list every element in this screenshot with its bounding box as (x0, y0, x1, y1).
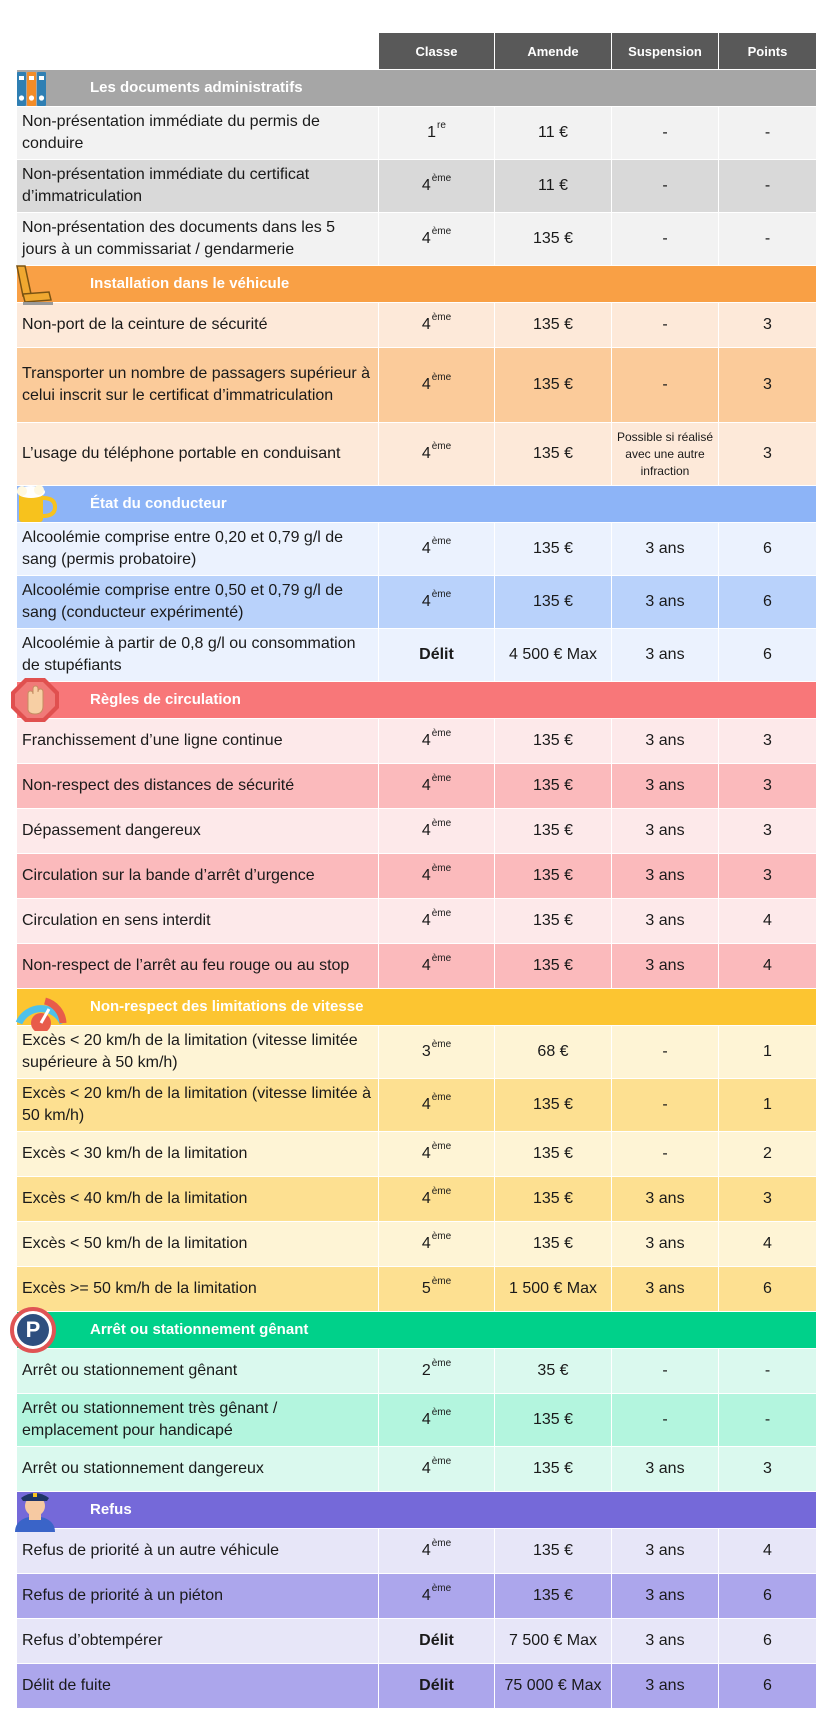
points-cell: 6 (719, 1664, 817, 1709)
classe-suffix: ème (431, 1583, 452, 1594)
table-row (17, 107, 817, 160)
table-row (17, 303, 817, 348)
classe-suffix: ème (431, 953, 452, 964)
section-header-row (17, 1312, 817, 1349)
classe-suffix: ème (431, 1456, 452, 1467)
section-header-cell (17, 486, 817, 523)
table-row (17, 1132, 817, 1177)
classe-cell (379, 944, 495, 989)
infraction-description: Franchissement d’une ligne continue (17, 719, 379, 764)
section-title: Installation dans le véhicule (90, 275, 290, 292)
table-row (17, 854, 817, 899)
infraction-description: Arrêt ou stationnement très gênant / emplacement pour handicapé (17, 1394, 379, 1447)
suspension-cell: Possible si réalisé avec une autre infraction (612, 423, 719, 486)
classe-value: 1 (427, 124, 436, 141)
classe-suffix: ème (431, 773, 452, 784)
infraction-description: Non-port de la ceinture de sécurité (17, 303, 379, 348)
header-blank-cell (17, 33, 379, 70)
classe-value: Délit (419, 1677, 454, 1694)
amende-cell: 135 € (495, 348, 612, 423)
table-row (17, 1026, 817, 1079)
section-header-row (17, 266, 817, 303)
suspension-cell: - (612, 1394, 719, 1447)
table-row (17, 1267, 817, 1312)
points-cell: 3 (719, 854, 817, 899)
infraction-description: Excès < 30 km/h de la limitation (17, 1132, 379, 1177)
suspension-cell: - (612, 1026, 719, 1079)
points-cell: 4 (719, 1222, 817, 1267)
table-body (17, 70, 817, 1709)
classe-value: 4 (421, 957, 431, 974)
infraction-description: Circulation en sens interdit (17, 899, 379, 944)
classe-value: 4 (421, 230, 431, 247)
table-row (17, 719, 817, 764)
classe-cell (379, 348, 495, 423)
classe-value: 4 (421, 1235, 431, 1252)
amende-cell: 11 € (495, 160, 612, 213)
table-row (17, 809, 817, 854)
points-cell: 3 (719, 348, 817, 423)
classe-suffix: ème (431, 372, 452, 383)
table-row (17, 1349, 817, 1394)
classe-cell (379, 1574, 495, 1619)
classe-cell (379, 213, 495, 266)
suspension-cell: 3 ans (612, 944, 719, 989)
table-row (17, 1619, 817, 1664)
section-header-cell (17, 266, 817, 303)
infraction-description: Excès < 20 km/h de la limitation (vitesse limitée à 50 km/h) (17, 1079, 379, 1132)
points-cell: - (719, 1349, 817, 1394)
points-cell: 3 (719, 303, 817, 348)
classe-value: 4 (421, 867, 431, 884)
classe-cell (379, 629, 495, 682)
classe-value: 4 (421, 593, 431, 610)
suspension-cell: 3 ans (612, 1664, 719, 1709)
suspension-cell: - (612, 1079, 719, 1132)
classe-suffix: ème (431, 536, 452, 547)
suspension-cell: 3 ans (612, 576, 719, 629)
classe-suffix: ème (431, 1186, 452, 1197)
classe-cell (379, 303, 495, 348)
points-cell: 6 (719, 1574, 817, 1619)
amende-cell: 135 € (495, 899, 612, 944)
header-suspension: Suspension (612, 33, 719, 70)
section-header-row (17, 682, 817, 719)
classe-cell (379, 1026, 495, 1079)
section-header-row (17, 486, 817, 523)
suspension-cell: 3 ans (612, 1619, 719, 1664)
points-cell: - (719, 213, 817, 266)
classe-value: 4 (421, 822, 431, 839)
infraction-description: Circulation sur la bande d’arrêt d’urgence (17, 854, 379, 899)
classe-value: 2 (421, 1362, 431, 1379)
suspension-cell: 3 ans (612, 1447, 719, 1492)
table-row (17, 1394, 817, 1447)
classe-suffix: ème (431, 1407, 452, 1418)
table-row (17, 1177, 817, 1222)
classe-cell (379, 719, 495, 764)
binders-icon (9, 64, 61, 112)
classe-suffix: ème (431, 863, 452, 874)
classe-suffix: ème (431, 1231, 452, 1242)
classe-value: 5 (421, 1280, 431, 1297)
classe-cell (379, 1447, 495, 1492)
infractions-table-wrapper (16, 32, 816, 1709)
classe-value: 4 (421, 540, 431, 557)
section-title: Refus (90, 1501, 132, 1518)
points-cell: 4 (719, 899, 817, 944)
points-cell: 3 (719, 764, 817, 809)
table-row (17, 764, 817, 809)
points-cell: 6 (719, 523, 817, 576)
amende-cell: 135 € (495, 1132, 612, 1177)
suspension-cell: 3 ans (612, 809, 719, 854)
classe-cell (379, 1132, 495, 1177)
classe-value: 4 (421, 1190, 431, 1207)
infraction-description: Excès < 50 km/h de la limitation (17, 1222, 379, 1267)
amende-cell: 135 € (495, 1574, 612, 1619)
amende-cell: 135 € (495, 1222, 612, 1267)
classe-value: 4 (421, 1096, 431, 1113)
classe-suffix: ème (431, 908, 452, 919)
suspension-cell: 3 ans (612, 1529, 719, 1574)
classe-cell (379, 1222, 495, 1267)
table-row (17, 1529, 817, 1574)
suspension-cell: 3 ans (612, 899, 719, 944)
table-row (17, 160, 817, 213)
classe-value: 4 (421, 1587, 431, 1604)
table-row (17, 576, 817, 629)
amende-cell: 135 € (495, 303, 612, 348)
infraction-description: Arrêt ou stationnement dangereux (17, 1447, 379, 1492)
amende-cell: 135 € (495, 1177, 612, 1222)
points-cell: 3 (719, 809, 817, 854)
classe-cell (379, 423, 495, 486)
amende-cell: 135 € (495, 1447, 612, 1492)
amende-cell: 135 € (495, 523, 612, 576)
suspension-cell: 3 ans (612, 1222, 719, 1267)
table-row (17, 348, 817, 423)
classe-suffix: ème (431, 1039, 452, 1050)
amende-cell: 135 € (495, 1529, 612, 1574)
points-cell: 1 (719, 1079, 817, 1132)
points-cell: - (719, 160, 817, 213)
classe-value: 4 (421, 732, 431, 749)
classe-suffix: ème (431, 1358, 452, 1369)
classe-cell (379, 1267, 495, 1312)
classe-cell (379, 523, 495, 576)
section-title: État du conducteur (90, 495, 227, 512)
table-row (17, 1079, 817, 1132)
infraction-description: Refus de priorité à un piéton (17, 1574, 379, 1619)
section-title: Arrêt ou stationnement gênant (90, 1321, 309, 1338)
section-header-cell (17, 1312, 817, 1349)
infraction-description: Dépassement dangereux (17, 809, 379, 854)
suspension-cell: - (612, 1132, 719, 1177)
speedometer-icon (9, 983, 61, 1031)
infraction-description: Non-présentation immédiate du permis de conduire (17, 107, 379, 160)
table-row (17, 1447, 817, 1492)
classe-cell (379, 899, 495, 944)
classe-value: 4 (421, 376, 431, 393)
infraction-description: Alcoolémie à partir de 0,8 g/l ou consommation de stupéfiants (17, 629, 379, 682)
infraction-description: Excès < 20 km/h de la limitation (vitesse limitée supérieure à 50 km/h) (17, 1026, 379, 1079)
points-cell: 3 (719, 1177, 817, 1222)
infraction-description: Alcoolémie comprise entre 0,20 et 0,79 g/l de sang (permis probatoire) (17, 523, 379, 576)
svg-text:P: P (25, 1317, 41, 1342)
classe-value: 4 (421, 316, 431, 333)
amende-cell: 135 € (495, 1079, 612, 1132)
points-cell: 3 (719, 423, 817, 486)
infraction-description: Non-présentation immédiate du certificat d’immatriculation (17, 160, 379, 213)
amende-cell: 135 € (495, 1394, 612, 1447)
classe-cell (379, 1529, 495, 1574)
points-cell: 6 (719, 1619, 817, 1664)
classe-suffix: ème (431, 1276, 452, 1287)
classe-value: 4 (421, 1460, 431, 1477)
points-cell: - (719, 107, 817, 160)
classe-value: 4 (421, 912, 431, 929)
infraction-description: Non-présentation des documents dans les 5 jours à un commissariat / gendarmerie (17, 213, 379, 266)
classe-cell (379, 1079, 495, 1132)
table-row (17, 1222, 817, 1267)
suspension-cell: - (612, 303, 719, 348)
suspension-cell: 3 ans (612, 854, 719, 899)
infractions-table (16, 32, 817, 1709)
points-cell: 4 (719, 1529, 817, 1574)
section-header-row (17, 1492, 817, 1529)
classe-cell (379, 160, 495, 213)
amende-cell: 135 € (495, 576, 612, 629)
classe-cell (379, 1349, 495, 1394)
points-cell: 3 (719, 719, 817, 764)
table-row (17, 944, 817, 989)
classe-cell (379, 1177, 495, 1222)
classe-value: 4 (421, 177, 431, 194)
classe-cell (379, 1394, 495, 1447)
infraction-description: Alcoolémie comprise entre 0,50 et 0,79 g/l de sang (conducteur expérimenté) (17, 576, 379, 629)
classe-suffix: ème (431, 818, 452, 829)
section-title: Les documents administratifs (90, 79, 303, 96)
classe-value: 4 (421, 1145, 431, 1162)
section-title: Règles de circulation (90, 691, 241, 708)
table-row (17, 1574, 817, 1619)
amende-cell: 135 € (495, 764, 612, 809)
classe-suffix: re (437, 120, 446, 131)
amende-cell: 11 € (495, 107, 612, 160)
classe-suffix: ème (431, 1141, 452, 1152)
section-header-cell (17, 682, 817, 719)
points-cell: 6 (719, 629, 817, 682)
suspension-cell: 3 ans (612, 1574, 719, 1619)
classe-suffix: ème (431, 226, 452, 237)
car-seat-icon (9, 260, 61, 308)
header-amende: Amende (495, 33, 612, 70)
infraction-description: Transporter un nombre de passagers supérieur à celui inscrit sur le certificat d’immatriculation (17, 348, 379, 423)
classe-suffix: ème (431, 441, 452, 452)
table-row (17, 213, 817, 266)
beer-mug-icon (9, 480, 61, 528)
classe-cell (379, 809, 495, 854)
classe-suffix: ème (431, 1092, 452, 1103)
suspension-cell: - (612, 213, 719, 266)
classe-value: 4 (421, 1542, 431, 1559)
section-header-row (17, 70, 817, 107)
suspension-cell: 3 ans (612, 719, 719, 764)
classe-value: Délit (419, 1632, 454, 1649)
points-cell: - (719, 1394, 817, 1447)
suspension-cell: 3 ans (612, 1177, 719, 1222)
section-header-row (17, 989, 817, 1026)
table-row (17, 423, 817, 486)
suspension-cell: 3 ans (612, 1267, 719, 1312)
parking-sign-icon (9, 1306, 61, 1354)
section-title: Non-respect des limitations de vitesse (90, 998, 364, 1015)
classe-suffix: ème (431, 312, 452, 323)
amende-cell: 75 000 € Max (495, 1664, 612, 1709)
infraction-description: Arrêt ou stationnement gênant (17, 1349, 379, 1394)
header-classe: Classe (379, 33, 495, 70)
suspension-cell: 3 ans (612, 629, 719, 682)
amende-cell: 4 500 € Max (495, 629, 612, 682)
infraction-description: Excès >= 50 km/h de la limitation (17, 1267, 379, 1312)
section-header-cell (17, 70, 817, 107)
classe-value: 4 (421, 445, 431, 462)
section-header-cell (17, 1492, 817, 1529)
classe-value: 3 (421, 1043, 431, 1060)
suspension-cell: 3 ans (612, 523, 719, 576)
infraction-description: Excès < 40 km/h de la limitation (17, 1177, 379, 1222)
classe-suffix: ème (431, 589, 452, 600)
points-cell: 3 (719, 1447, 817, 1492)
classe-suffix: ème (431, 728, 452, 739)
table-row (17, 523, 817, 576)
classe-suffix: ème (431, 1538, 452, 1549)
table-row (17, 899, 817, 944)
infraction-description: Non-respect de l’arrêt au feu rouge ou au stop (17, 944, 379, 989)
classe-value: 4 (421, 1411, 431, 1428)
police-officer-icon (9, 1486, 61, 1534)
amende-cell: 135 € (495, 944, 612, 989)
classe-suffix: ème (431, 173, 452, 184)
table-row (17, 629, 817, 682)
infraction-description: Non-respect des distances de sécurité (17, 764, 379, 809)
infraction-description: Refus de priorité à un autre véhicule (17, 1529, 379, 1574)
amende-cell: 135 € (495, 423, 612, 486)
section-header-cell (17, 989, 817, 1026)
suspension-cell: - (612, 348, 719, 423)
infraction-description: Refus d’obtempérer (17, 1619, 379, 1664)
classe-cell (379, 1664, 495, 1709)
amende-cell: 68 € (495, 1026, 612, 1079)
points-cell: 1 (719, 1026, 817, 1079)
amende-cell: 135 € (495, 854, 612, 899)
points-cell: 4 (719, 944, 817, 989)
suspension-cell: 3 ans (612, 764, 719, 809)
points-cell: 6 (719, 1267, 817, 1312)
amende-cell: 1 500 € Max (495, 1267, 612, 1312)
infraction-description: Délit de fuite (17, 1664, 379, 1709)
classe-cell (379, 107, 495, 160)
classe-cell (379, 1619, 495, 1664)
header-points: Points (719, 33, 817, 70)
amende-cell: 135 € (495, 719, 612, 764)
classe-value: 4 (421, 777, 431, 794)
stop-hand-icon (9, 676, 61, 724)
classe-value: Délit (419, 646, 454, 663)
classe-cell (379, 764, 495, 809)
classe-cell (379, 576, 495, 629)
points-cell: 6 (719, 576, 817, 629)
amende-cell: 7 500 € Max (495, 1619, 612, 1664)
suspension-cell: - (612, 1349, 719, 1394)
points-cell: 2 (719, 1132, 817, 1177)
amende-cell: 135 € (495, 809, 612, 854)
classe-cell (379, 854, 495, 899)
infraction-description: L’usage du téléphone portable en conduisant (17, 423, 379, 486)
table-header (17, 33, 817, 70)
amende-cell: 135 € (495, 213, 612, 266)
amende-cell: 35 € (495, 1349, 612, 1394)
suspension-cell: - (612, 107, 719, 160)
table-row (17, 1664, 817, 1709)
suspension-cell: - (612, 160, 719, 213)
